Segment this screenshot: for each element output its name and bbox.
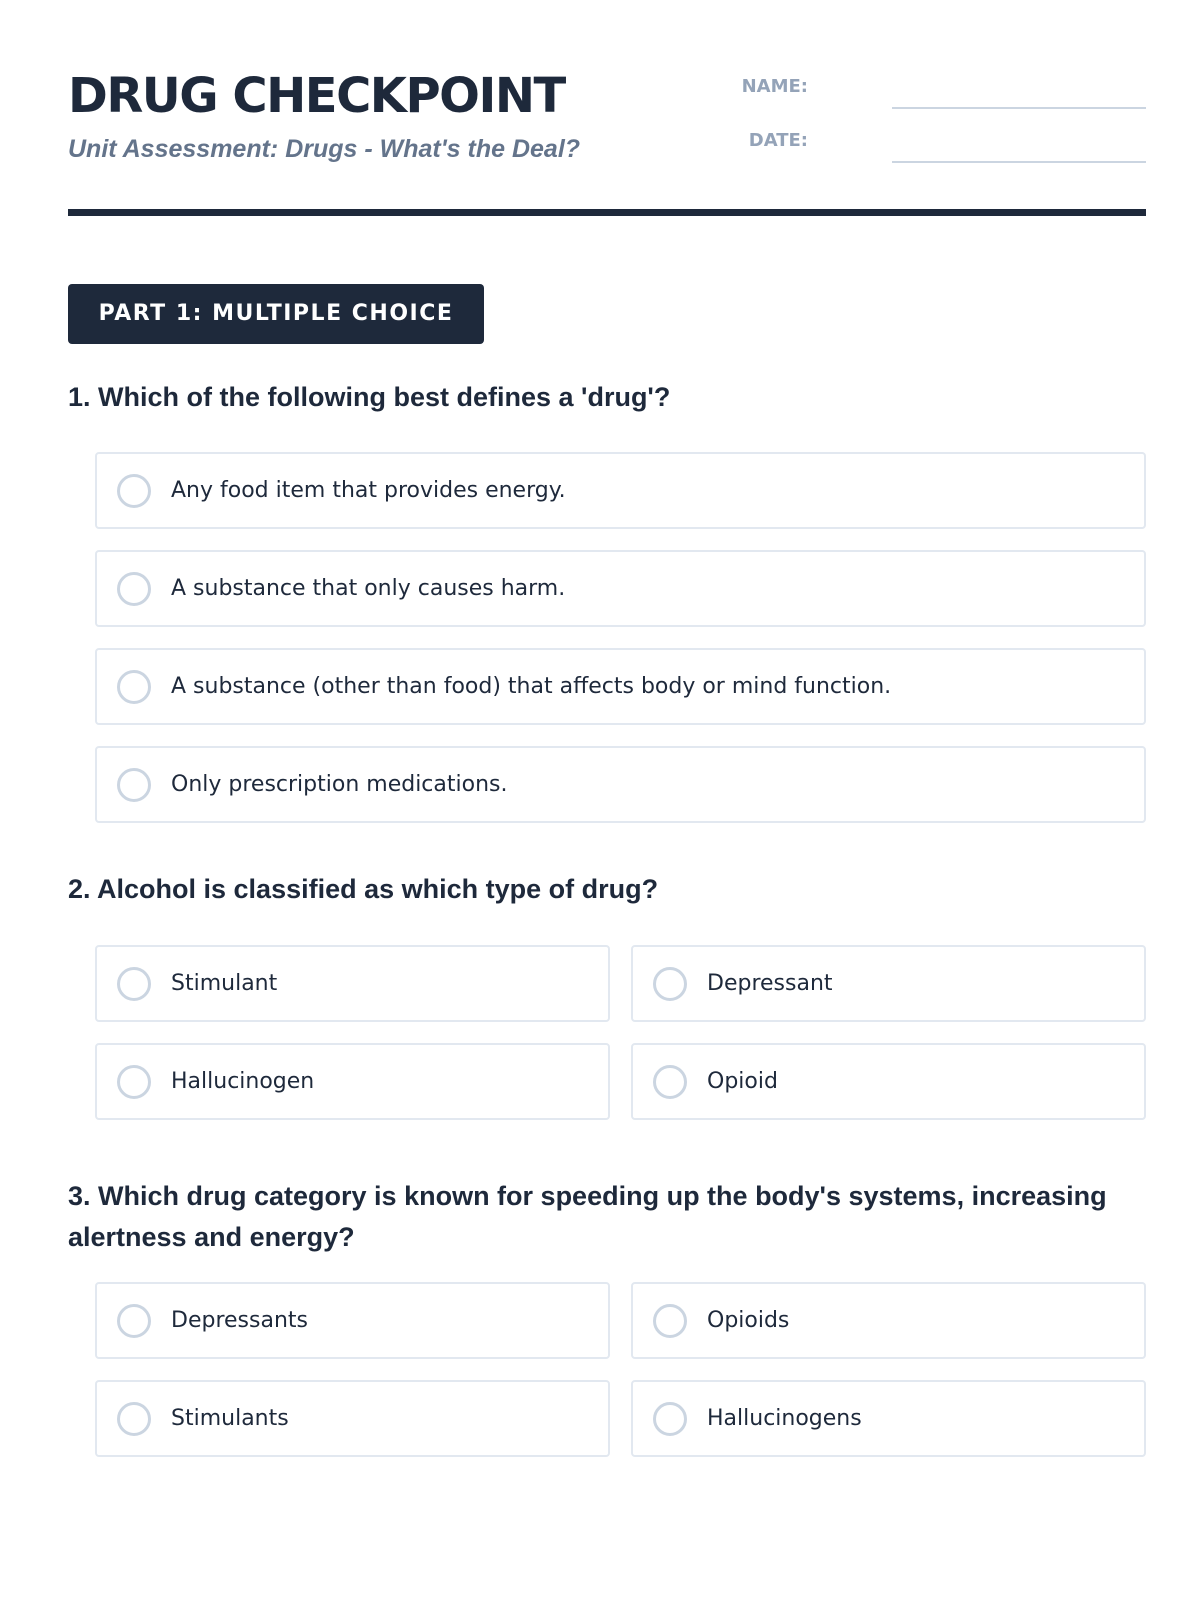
option-card[interactable]	[631, 1380, 1146, 1457]
option-card[interactable]	[631, 1043, 1146, 1120]
option-card[interactable]	[631, 1282, 1146, 1359]
option-card[interactable]	[95, 1380, 610, 1457]
option-card[interactable]	[95, 550, 1146, 627]
question-1-text: 1. Which of the following best defines a 'drug'?	[68, 382, 671, 412]
name-line[interactable]	[892, 107, 1146, 109]
option-label: Stimulant	[171, 971, 278, 996]
radio-button[interactable]	[117, 1065, 151, 1099]
worksheet-header	[68, 0, 1146, 212]
radio-button[interactable]	[117, 768, 151, 802]
question-1	[68, 377, 1146, 418]
option-card[interactable]	[95, 648, 1146, 725]
option-label: A substance that only causes harm.	[171, 576, 566, 601]
option-card[interactable]	[95, 1043, 610, 1120]
option-label: Stimulants	[171, 1406, 289, 1431]
option-label: Hallucinogens	[707, 1406, 862, 1431]
question-2	[68, 869, 1146, 910]
radio-button[interactable]	[117, 967, 151, 1001]
name-field[interactable]	[708, 76, 1146, 106]
date-line[interactable]	[892, 161, 1146, 163]
option-card[interactable]	[95, 746, 1146, 823]
radio-button[interactable]	[653, 1402, 687, 1436]
option-label: A substance (other than food) that affects body or mind function.	[171, 674, 892, 699]
option-label: Opioid	[707, 1069, 778, 1094]
worksheet-page	[68, 0, 1146, 1431]
option-label: Depressant	[707, 971, 833, 996]
question-2-text: 2. Alcohol is classified as which type of drug?	[68, 874, 659, 904]
option-label: Any food item that provides energy.	[171, 478, 566, 503]
option-label: Opioids	[707, 1308, 790, 1333]
radio-button[interactable]	[117, 474, 151, 508]
name-label: NAME:	[741, 76, 808, 97]
option-card[interactable]	[95, 945, 610, 1022]
question-3	[68, 1176, 1146, 1258]
header-divider	[68, 209, 1146, 216]
worksheet-title: DRUG CHECKPOINT	[68, 68, 565, 124]
radio-button[interactable]	[653, 1304, 687, 1338]
date-label: DATE:	[748, 130, 808, 151]
radio-button[interactable]	[117, 572, 151, 606]
radio-button[interactable]	[653, 967, 687, 1001]
option-label: Only prescription medications.	[171, 772, 508, 797]
option-card[interactable]	[95, 1282, 610, 1359]
option-label: Depressants	[171, 1308, 308, 1333]
radio-button[interactable]	[653, 1065, 687, 1099]
radio-button[interactable]	[117, 1304, 151, 1338]
date-field[interactable]	[708, 130, 1146, 160]
radio-button[interactable]	[117, 1402, 151, 1436]
question-3-text: 3. Which drug category is known for speeding up the body's systems, increasing alertness and energy?	[68, 1181, 1107, 1252]
option-card[interactable]	[95, 452, 1146, 529]
radio-button[interactable]	[117, 670, 151, 704]
section-heading-part-1: PART 1: MULTIPLE CHOICE	[68, 284, 484, 344]
option-card[interactable]	[631, 945, 1146, 1022]
option-label: Hallucinogen	[171, 1069, 315, 1094]
worksheet-subtitle: Unit Assessment: Drugs - What's the Deal?	[68, 135, 581, 163]
